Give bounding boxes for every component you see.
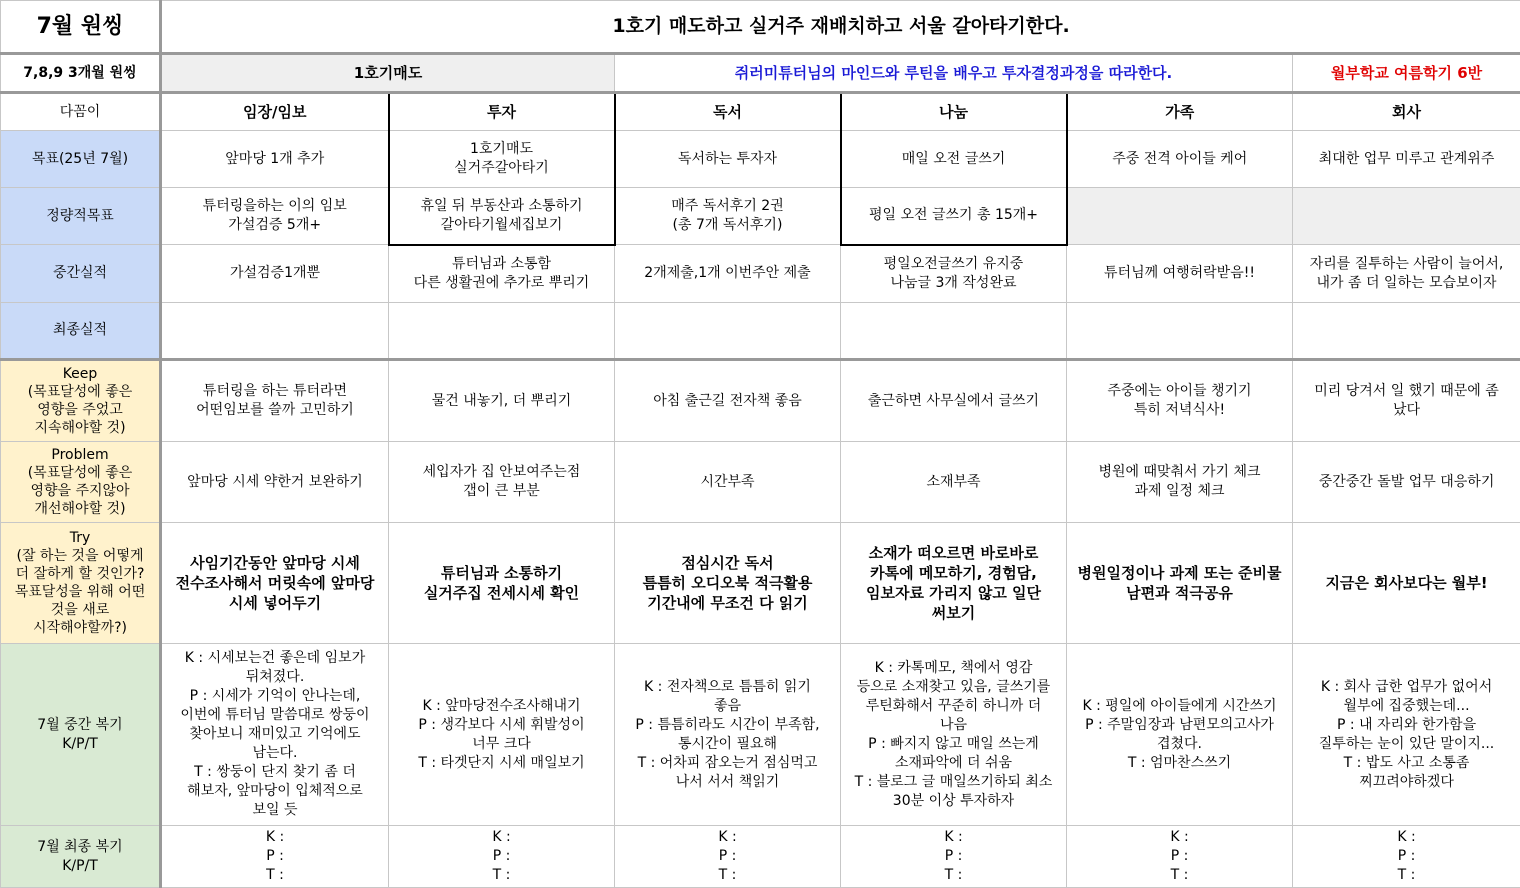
category-header[interactable]: 나눔 <box>841 93 1067 131</box>
grid-cell[interactable]: K : P : T : <box>389 826 615 888</box>
grid-cell[interactable]: 최대한 업무 미루고 관계위주 <box>1293 131 1520 188</box>
grid-cell[interactable]: 휴일 뒤 부동산과 소통하기 갈아타기월세집보기 <box>389 188 615 245</box>
grid-cell[interactable]: K : P : T : <box>615 826 841 888</box>
grid-cell[interactable]: 앞마당 시세 약한거 보완하기 <box>161 442 389 523</box>
grid-cell[interactable]: 튜터링을 하는 튜터라면 어떤임보를 쓸까 고민하기 <box>161 360 389 442</box>
grid-cell[interactable] <box>389 303 615 360</box>
grid-cell[interactable]: 평일오전글쓰기 유지중 나눔글 3개 작성완료 <box>841 245 1067 303</box>
grid-cell[interactable] <box>1067 303 1293 360</box>
grid-cell[interactable]: 점심시간 독서 틈틈히 오디오북 적극활용 기간내에 무조건 다 읽기 <box>615 523 841 644</box>
school-cell[interactable]: 월부학교 여름학기 6반 <box>1293 54 1520 93</box>
grid-cell[interactable]: K : 회사 급한 업무가 없어서 월부에 집중했는데... P : 내 자리와 한가함을 질투하는 눈이 있단 말이지... T : 밥도 사고 소통좀 찌끄려야하겠다 <box>1293 644 1520 826</box>
grid-cell[interactable]: 튜터님과 소통하기 실거주집 전세시세 확인 <box>389 523 615 644</box>
row-label-keep[interactable]: Keep (목표달성에 좋은 영향을 주었고 지속해야할 것) <box>1 360 161 442</box>
grid-cell[interactable]: 주중에는 아이들 챙기기 특히 저녁식사! <box>1067 360 1293 442</box>
row-label-mid-review[interactable]: 7월 중간 복기 K/P/T <box>1 644 161 826</box>
grid-cell[interactable]: 매일 오전 글쓰기 <box>841 131 1067 188</box>
grid-cell[interactable]: 가설검증1개뿐 <box>161 245 389 303</box>
user-name[interactable]: 다꼼이 <box>1 93 161 131</box>
grid-cell[interactable]: 앞마당 1개 추가 <box>161 131 389 188</box>
grid-cell[interactable]: 출근하면 사무실에서 글쓰기 <box>841 360 1067 442</box>
row-label-try[interactable]: Try (잘 하는 것을 어떻게 더 잘하게 할 것인가? 목표달성을 위해 어떤 것을 새로 시작해야할까?) <box>1 523 161 644</box>
category-header[interactable]: 임장/임보 <box>161 93 389 131</box>
grid-cell[interactable]: 1호기매도 실거주갈아타기 <box>389 131 615 188</box>
grid-cell[interactable]: 자리를 질투하는 사람이 늘어서, 내가 좀 더 일하는 모습보이자 <box>1293 245 1520 303</box>
grid-cell[interactable]: 중간중간 돌발 업무 대응하기 <box>1293 442 1520 523</box>
row-label-goal[interactable]: 목표(25년 7월) <box>1 131 161 188</box>
grid-cell[interactable]: K : 앞마당전수조사해내기 P : 생각보다 시세 휘발성이 너무 크다 T : 타겟단지 시세 매일보기 <box>389 644 615 826</box>
grid-cell[interactable]: 평일 오전 글쓰기 총 15개+ <box>841 188 1067 245</box>
grid-cell[interactable] <box>615 303 841 360</box>
row-label-quant[interactable]: 정량적목표 <box>1 188 161 245</box>
grid-cell[interactable]: 사임기간동안 앞마당 시세 전수조사해서 머릿속에 앞마당 시세 넣어두기 <box>161 523 389 644</box>
row-label-final-review[interactable]: 7월 최종 복기 K/P/T <box>1 826 161 888</box>
focus-cell[interactable]: 1호기매도 <box>161 54 615 93</box>
grid-cell[interactable] <box>161 303 389 360</box>
category-header[interactable]: 투자 <box>389 93 615 131</box>
grid-cell[interactable]: K : 카톡메모, 책에서 영감 등으로 소재찾고 있음, 글쓰기를 루틴화해서 꾸준히 하니까 더 나음 P : 빠지지 않고 매일 쓰는게 소재파악에 더 쉬움 T : 블로그 글 매일쓰기하되 최소 30분 이상 투자하자 <box>841 644 1067 826</box>
grid-cell[interactable]: 병원일정이나 과제 또는 준비물 남편과 적극공유 <box>1067 523 1293 644</box>
category-header[interactable]: 독서 <box>615 93 841 131</box>
grid-cell[interactable]: K : 시세보는건 좋은데 임보가 뒤쳐졌다. P : 시세가 기억이 안나는데, 이번에 튜터님 말씀대로 쌍둥이 찾아보니 재미있고 기억에도 남는다. T : 쌍둥이 단지 찾기 좀 더 해보자, 앞마당이 입체적으로 보일 듯 <box>161 644 389 826</box>
grid-cell[interactable]: 미리 당겨서 일 했기 때문에 좀 났다 <box>1293 360 1520 442</box>
grid-cell[interactable]: 독서하는 투자자 <box>615 131 841 188</box>
main-goal-banner[interactable]: 1호기 매도하고 실거주 재배치하고 서울 갈아타기한다. <box>161 1 1520 54</box>
mind-routine-cell[interactable]: 쥐러미튜터님의 마인드와 루틴을 배우고 투자결정과정을 따라한다. <box>615 54 1293 93</box>
grid-cell[interactable]: K : P : T : <box>841 826 1067 888</box>
grid-cell[interactable]: 물건 내놓기, 더 뿌리기 <box>389 360 615 442</box>
quarter-label[interactable]: 7,8,9 3개월 원씽 <box>1 54 161 93</box>
grid-cell[interactable]: 소재가 떠오르면 바로바로 카톡에 메모하기, 경험담, 임보자료 가리지 않고 일단 써보기 <box>841 523 1067 644</box>
grid-cell[interactable] <box>1293 303 1520 360</box>
grid-cell[interactable] <box>841 303 1067 360</box>
grid-cell[interactable]: K : P : T : <box>1293 826 1520 888</box>
category-header[interactable]: 가족 <box>1067 93 1293 131</box>
grid-cell[interactable] <box>1293 188 1520 245</box>
grid-cell[interactable]: 2개제출,1개 이번주안 제출 <box>615 245 841 303</box>
row-label-mid[interactable]: 중간실적 <box>1 245 161 303</box>
row-label-final[interactable]: 최종실적 <box>1 303 161 360</box>
grid-cell[interactable]: 매주 독서후기 2권 (총 7개 독서후기) <box>615 188 841 245</box>
grid-cell[interactable] <box>1067 188 1293 245</box>
grid-cell[interactable]: 튜터링을하는 이의 임보 가설검증 5개+ <box>161 188 389 245</box>
grid-cell[interactable]: 시간부족 <box>615 442 841 523</box>
grid-cell[interactable]: 주중 전격 아이들 케어 <box>1067 131 1293 188</box>
grid-cell[interactable]: K : 평일에 아이들에게 시간쓰기 P : 주말임장과 남편모의고사가 겹쳤다. T : 엄마찬스쓰기 <box>1067 644 1293 826</box>
grid-cell[interactable]: 튜터님과 소통함 다른 생활권에 추가로 뿌리기 <box>389 245 615 303</box>
grid-cell[interactable]: 아침 출근길 전자책 좋음 <box>615 360 841 442</box>
grid-cell[interactable]: K : P : T : <box>161 826 389 888</box>
grid-cell[interactable]: K : P : T : <box>1067 826 1293 888</box>
grid-cell[interactable]: 병원에 때맞춰서 가기 체크 과제 일정 체크 <box>1067 442 1293 523</box>
category-header[interactable]: 회사 <box>1293 93 1520 131</box>
grid-cell[interactable]: 튜터님께 여행허락받음!! <box>1067 245 1293 303</box>
month-title[interactable]: 7월 원씽 <box>1 1 161 54</box>
grid-cell[interactable]: 지금은 회사보다는 월부! <box>1293 523 1520 644</box>
grid-cell[interactable]: 소재부족 <box>841 442 1067 523</box>
grid-cell[interactable]: 세입자가 집 안보여주는점 갭이 큰 부분 <box>389 442 615 523</box>
grid-cell[interactable]: K : 전자책으로 틈틈히 읽기 좋음 P : 틈틈히라도 시간이 부족함, 통시간이 필요해 T : 어차피 잠오는거 점심먹고 나서 서서 책읽기 <box>615 644 841 826</box>
row-label-problem[interactable]: Problem (목표달성에 좋은 영향을 주지않아 개선해야할 것) <box>1 442 161 523</box>
